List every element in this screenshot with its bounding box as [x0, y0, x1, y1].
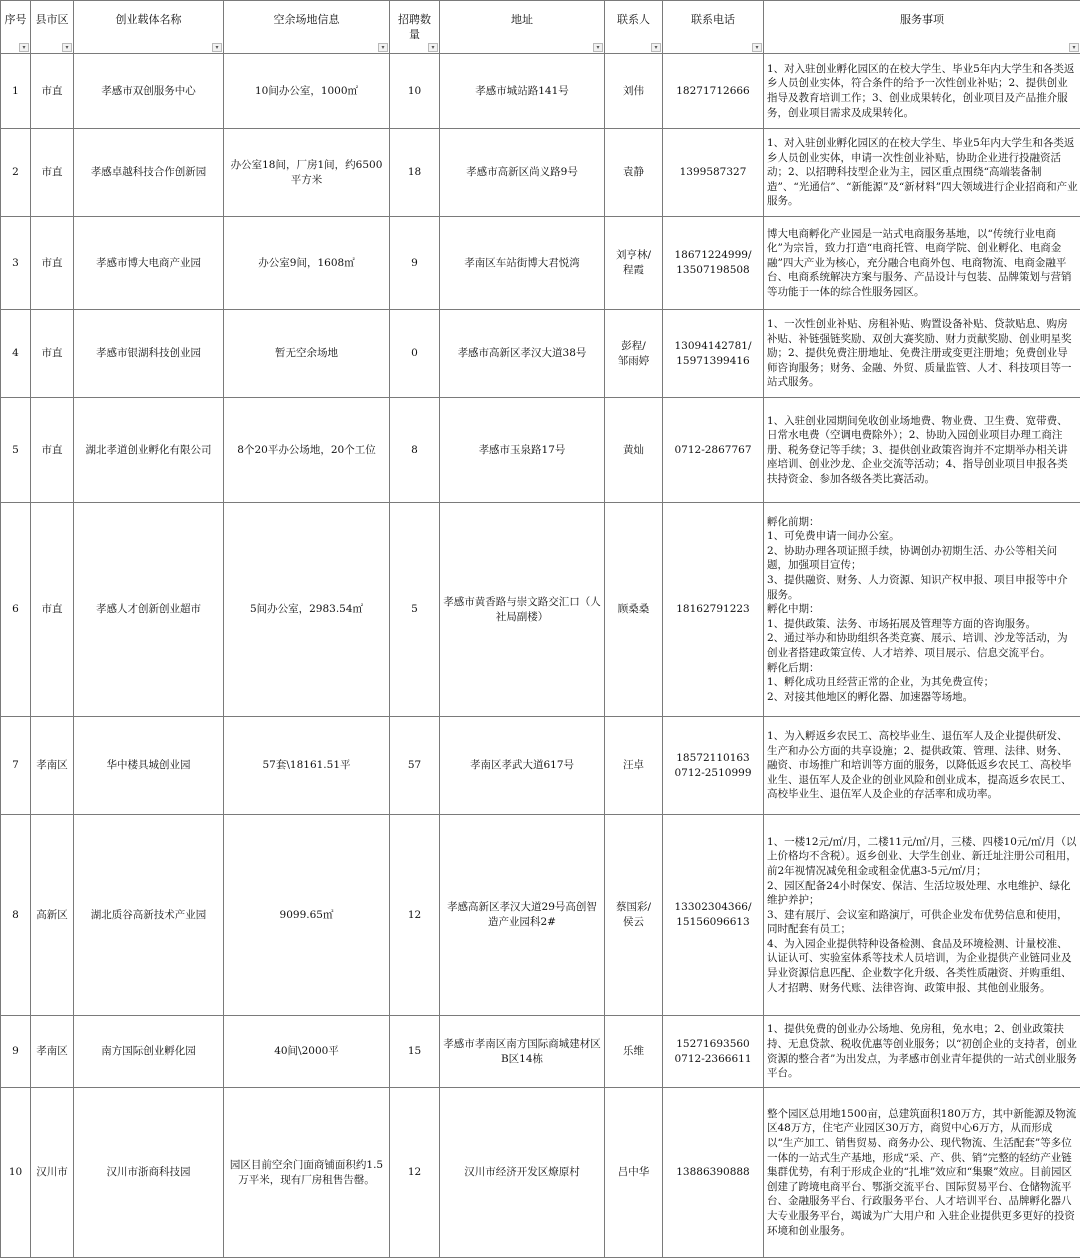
- cell-address: 孝感市玉泉路17号: [440, 398, 605, 503]
- table-row: [1, 54, 1080, 129]
- cell-services: 1、入驻创业园期间免收创业场地费、物业费、卫生费、宽带费、日常水电费（空调电费除外）；2、协助入园创业项目办理工商注册、税务登记等手续；3、提供创业政策咨询并不定期举办相关讲座培训、创业沙龙、企业交流等活动；4、指导创业项目申报各类扶持资金、参加各级各类比赛活动。: [764, 398, 1080, 503]
- table-row: [1, 129, 1080, 217]
- header-cell-no: 序号 ▾: [1, 1, 31, 54]
- cell-phone: 18271712666: [663, 54, 764, 129]
- cell-phone: 13094142781/ 15971399416: [663, 310, 764, 398]
- cell-address: 汉川市经济开发区燎原村: [440, 1088, 605, 1258]
- cell-name: 孝感市银湖科技创业园: [74, 310, 224, 398]
- cell-count: 15: [390, 1016, 440, 1088]
- header-cell-space: 空余场地信息 ▾: [224, 1, 390, 54]
- header-cell-address: 地址 ▾: [440, 1, 605, 54]
- header-cell-count: 招聘数量 ▾: [390, 1, 440, 54]
- cell-name: 孝感市双创服务中心: [74, 54, 224, 129]
- header-cell-services: 服务事项 ▾: [764, 1, 1080, 54]
- cell-services: 博大电商孵化产业园是一站式电商服务基地，以“传统行业电商化”为宗旨，致力打造“电商托管、电商学院、创业孵化、电商金融”四大产业为核心，充分融合电商外包、电商物流、电商金融平台、电商系统解决方案与服务、产品设计与包装、品牌策划与营销等功能于一体的综合性服务园区。: [764, 217, 1080, 310]
- dropdown-filter-icon[interactable]: ▾: [212, 43, 222, 52]
- cell-address: 孝感市高新区尚义路9号: [440, 129, 605, 217]
- cell-phone: 18572110163 0712-2510999: [663, 717, 764, 815]
- cell-count: 12: [390, 815, 440, 1016]
- cell-services: 1、一楼12元/㎡/月，二楼11元/㎡/月，三楼、四楼10元/㎡/月（以上价格均不含税）。返乡创业、大学生创业、新迁址注册公司租用，前2年视情况减免租金或租金优惠3-5元/㎡/月； 2、园区配备24小时保安、保洁、生活垃圾处理、水电维护、绿化维护养护； 3、建有展厅、会议室和路演厅，可供企业发布优势信息和使用，同时配套有员工； 4、为入园企业提供特种设备检测、食品及环境检测、计量校准、认证认可、实验室体系等技术人员培训，为企业提供产业链同业及异业资源信息匹配、企业数字化升级、各类性质融资、并购重组、人才招聘、财务代账、法律咨询、政策申报、其他创业服务。: [764, 815, 1080, 1016]
- dropdown-filter-icon[interactable]: ▾: [428, 43, 438, 52]
- cell-contact: 彭程/ 邹雨婷: [605, 310, 663, 398]
- cell-services: 1、对入驻创业孵化园区的在校大学生、毕业5年内大学生和各类返乡人员创业实体，申请一次性创业补贴，协助企业进行投融资活动；2、以招聘科技型企业为主，园区重点围绕“高端装备制造”、“光通信”、“新能源”及“新材料”四大领域进行企业招商和产业服务。: [764, 129, 1080, 217]
- cell-phone: 18671224999/ 13507198508: [663, 217, 764, 310]
- cell-name: 汉川市浙商科技园: [74, 1088, 224, 1258]
- cell-contact: 刘伟: [605, 54, 663, 129]
- table-row: [1, 503, 1080, 717]
- cell-district: 市直: [31, 398, 74, 503]
- cell-district: 市直: [31, 310, 74, 398]
- cell-space: 8个20平办公场地，20个工位: [224, 398, 390, 503]
- cell-services: 1、提供免费的创业办公场地、免房租，免水电；2、创业政策扶持、无息贷款、税收优惠等创业服务；以“初创企业的支持者，创业资源的整合者”为出发点，为孝感市创业青年提供的一站式创业服务平台。: [764, 1016, 1080, 1088]
- table-row: [1, 1016, 1080, 1088]
- cell-no: 6: [1, 503, 31, 717]
- cell-space: 办公室9间，1608㎡: [224, 217, 390, 310]
- header-cell-district: 县市区 ▾: [31, 1, 74, 54]
- table-row: [1, 217, 1080, 310]
- dropdown-filter-icon[interactable]: ▾: [378, 43, 388, 52]
- cell-district: 孝南区: [31, 1016, 74, 1088]
- cell-address: 孝南区车站街博大君悦湾: [440, 217, 605, 310]
- cell-name: 湖北孝道创业孵化有限公司: [74, 398, 224, 503]
- cell-space: 9099.65㎡: [224, 815, 390, 1016]
- cell-address: 孝感高新区孝汉大道29号高创智造产业园科2#: [440, 815, 605, 1016]
- cell-space: 57套\18161.51平: [224, 717, 390, 815]
- cell-contact: 吕中华: [605, 1088, 663, 1258]
- table-row: [1, 310, 1080, 398]
- cell-district: 高新区: [31, 815, 74, 1016]
- cell-services: 整个园区总用地1500亩，总建筑面积180万方，其中新能源及物流区48万方，住宅产业园区30万方，商贸中心6万方，从而形成以“生产加工、销售贸易、商务办公、现代物流、生活配套”等多位一体的一站式生产基地，形成“采、产、供、销”完整的轻纺产业链集群优势，有利于形成企业的“扎堆”效应和“集聚”效应。目前园区创建了跨境电商平台、鄂浙交流平台、国际贸易平台、仓储物流平台、金融服务平台、行政服务平台、人才培训平台、品牌孵化器八大专业服务平台，竭诚为广大用户和 入驻企业提供更多更好的投资环境和创业服务。: [764, 1088, 1080, 1258]
- cell-space: 园区目前空余门面商铺面积约1.5万平米，现有厂房租售告罄。: [224, 1088, 390, 1258]
- header-cell-phone: 联系电话 ▾: [663, 1, 764, 54]
- cell-space: 暂无空余场地: [224, 310, 390, 398]
- cell-services: 1、为入孵返乡农民工、高校毕业生、退伍军人及企业提供研发、生产和办公方面的共享设施；2、提供政策、管理、法律、财务、融资、市场推广和培训等方面的服务，以降低返乡农民工、高校毕业生、退伍军人及企业的创业风险和创业成本，提高返乡农民工、高校毕业生、退伍军人及企业的存活率和成功率。: [764, 717, 1080, 815]
- cell-district: 市直: [31, 503, 74, 717]
- cell-address: 孝感市孝南区南方国际商城建材区B区14栋: [440, 1016, 605, 1088]
- cell-services: 孵化前期： 1、可免费申请一间办公室。 2、协助办理各项证照手续，协调创办初期生活、办公等相关问题，加强项目宣传； 3、提供融资、财务、人力资源、知识产权申报、项目申报等中介服务。 孵化中期： 1、提供政策、法务、市场拓展及管理等方面的咨询服务。 2、通过举办和协助组织各类竞赛、展示、培训、沙龙等活动，为创业者搭建政策宣传、人才培养、项目展示、信息交流平台。 孵化后期： 1、孵化成功且经营正常的企业，为其免费宣传； 2、对接其他地区的孵化器、加速器等场地。: [764, 503, 1080, 717]
- cell-name: 孝感市博大电商产业园: [74, 217, 224, 310]
- cell-address: 孝感市黄香路与崇文路交汇口（人社局副楼）: [440, 503, 605, 717]
- cell-address: 孝感市高新区孝汉大道38号: [440, 310, 605, 398]
- cell-space: 办公室18间，厂房1间，约6500平方米: [224, 129, 390, 217]
- cell-name: 孝感人才创新创业超市: [74, 503, 224, 717]
- cell-phone: 15271693560 0712-2366611: [663, 1016, 764, 1088]
- cell-district: 市直: [31, 129, 74, 217]
- cell-count: 9: [390, 217, 440, 310]
- cell-district: 汉川市: [31, 1088, 74, 1258]
- cell-space: 40间\2000平: [224, 1016, 390, 1088]
- cell-no: 5: [1, 398, 31, 503]
- cell-services: 1、对入驻创业孵化园区的在校大学生、毕业5年内大学生和各类返乡人员创业实体，符合条件的给予一次性创业补贴；2、提供创业指导及教育培训工作；3、创业成果转化，创业项目及产品推介服务，创业项目需求及成果转化。: [764, 54, 1080, 129]
- cell-count: 12: [390, 1088, 440, 1258]
- dropdown-filter-icon[interactable]: ▾: [752, 43, 762, 52]
- cell-phone: 0712-2867767: [663, 398, 764, 503]
- cell-contact: 刘亨林/ 程霞: [605, 217, 663, 310]
- header-row: [1, 1, 1080, 54]
- cell-name: 孝感卓越科技合作创新园: [74, 129, 224, 217]
- table-row: [1, 1088, 1080, 1258]
- cell-no: 9: [1, 1016, 31, 1088]
- cell-name: 南方国际创业孵化园: [74, 1016, 224, 1088]
- cell-contact: 顾桑桑: [605, 503, 663, 717]
- cell-address: 孝感市城站路141号: [440, 54, 605, 129]
- cell-phone: 13886390888: [663, 1088, 764, 1258]
- cell-count: 18: [390, 129, 440, 217]
- cell-count: 10: [390, 54, 440, 129]
- dropdown-filter-icon[interactable]: ▾: [19, 43, 29, 52]
- cell-no: 8: [1, 815, 31, 1016]
- cell-name: 华中楼具城创业园: [74, 717, 224, 815]
- cell-contact: 黄灿: [605, 398, 663, 503]
- cell-no: 1: [1, 54, 31, 129]
- cell-phone: 13302304366/ 15156096613: [663, 815, 764, 1016]
- table-row: [1, 815, 1080, 1016]
- cell-district: 孝南区: [31, 717, 74, 815]
- dropdown-filter-icon[interactable]: ▾: [651, 43, 661, 52]
- cell-phone: 18162791223: [663, 503, 764, 717]
- cell-count: 57: [390, 717, 440, 815]
- cell-district: 市直: [31, 54, 74, 129]
- cell-contact: 蔡国彩/ 侯云: [605, 815, 663, 1016]
- dropdown-filter-icon[interactable]: ▾: [62, 43, 72, 52]
- cell-no: 10: [1, 1088, 31, 1258]
- cell-no: 4: [1, 310, 31, 398]
- cell-contact: 乐维: [605, 1016, 663, 1088]
- cell-district: 市直: [31, 217, 74, 310]
- cell-count: 5: [390, 503, 440, 717]
- cell-contact: 袁静: [605, 129, 663, 217]
- cell-count: 8: [390, 398, 440, 503]
- cell-no: 3: [1, 217, 31, 310]
- table-row: [1, 717, 1080, 815]
- cell-count: 0: [390, 310, 440, 398]
- cell-no: 7: [1, 717, 31, 815]
- cell-no: 2: [1, 129, 31, 217]
- table-row: [1, 398, 1080, 503]
- cell-space: 5间办公室，2983.54㎡: [224, 503, 390, 717]
- header-cell-contact: 联系人 ▾: [605, 1, 663, 54]
- cell-name: 湖北质谷高新技术产业园: [74, 815, 224, 1016]
- cell-contact: 汪卓: [605, 717, 663, 815]
- cell-space: 10间办公室，1000㎡: [224, 54, 390, 129]
- dropdown-filter-icon[interactable]: ▾: [593, 43, 603, 52]
- header-cell-name: 创业载体名称 ▾: [74, 1, 224, 54]
- cell-services: 1、一次性创业补贴、房租补贴、购置设备补贴、贷款贴息、购房补贴、补链强链奖励、双创大赛奖励、财力贡献奖励、创业明星奖励；2、提供免费注册地址、免费注册或变更注册地；免费创业导师咨询服务；财务、金融、外贸、质量监管、人才、科技项目等一站式服务。: [764, 310, 1080, 398]
- dropdown-filter-icon[interactable]: ▾: [1069, 43, 1079, 52]
- cell-address: 孝南区孝武大道617号: [440, 717, 605, 815]
- cell-phone: 1399587327: [663, 129, 764, 217]
